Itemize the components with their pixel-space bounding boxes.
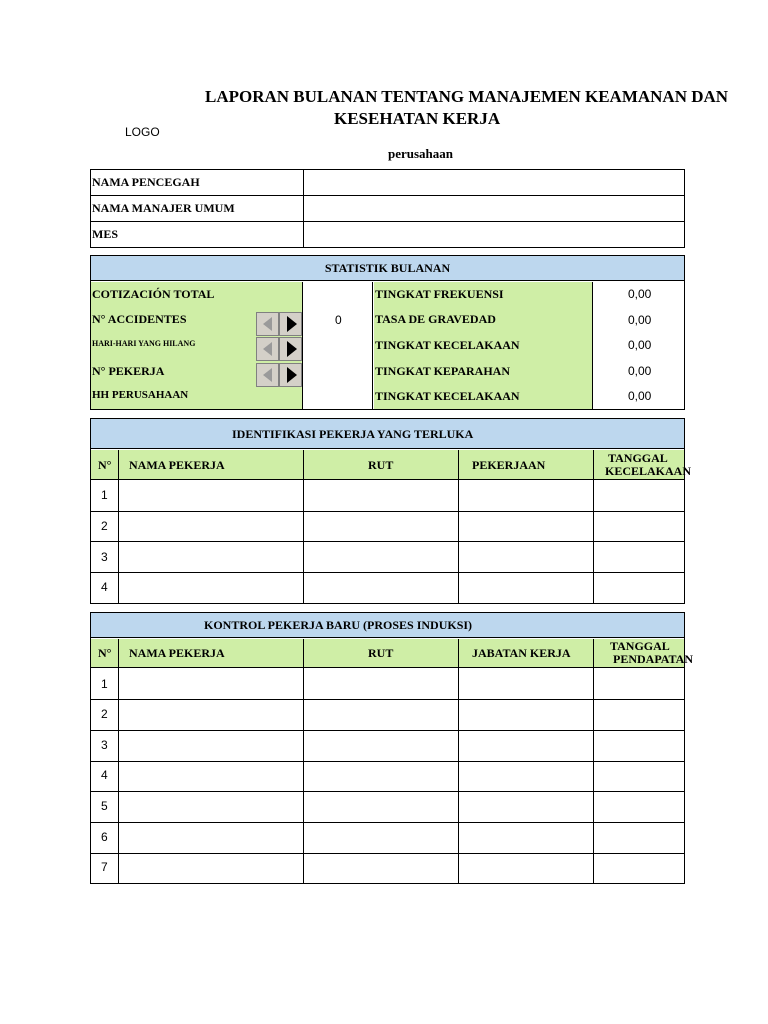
workers-spinner[interactable] [256, 363, 302, 387]
new-workers-col-rut: RUT [368, 646, 394, 660]
stats-value-column [304, 282, 373, 409]
new-workers-row-6-input[interactable] [119, 823, 684, 853]
stat-value-accident-rate-2: 0,00 [628, 389, 652, 403]
injured-row-4-input[interactable] [119, 573, 684, 603]
stat-label-frequency-rate: TINGKAT FREKUENSI [375, 287, 504, 301]
injured-row-3-input[interactable] [119, 542, 684, 572]
new-workers-row-number: 3 [101, 738, 108, 752]
injured-row-number: 1 [101, 488, 108, 502]
new-workers-row-number: 1 [101, 677, 108, 691]
info-label-month: MES [92, 227, 119, 241]
new-workers-row-2-input[interactable] [119, 700, 684, 730]
injured-col-date-line2: KECELAKAAN [605, 464, 692, 478]
decrement-arrow-icon[interactable] [256, 363, 279, 387]
new-workers-col-name: NAMA PEKERJA [129, 646, 225, 660]
stat-label-total-contribution: COTIZACIÓN TOTAL [92, 287, 215, 301]
injured-row-number: 4 [101, 580, 108, 594]
injured-col-rut: RUT [368, 458, 394, 472]
company-label: perusahaan [388, 146, 454, 161]
increment-arrow-icon[interactable] [279, 363, 302, 387]
report-title-line2: KESEHATAN KERJA [334, 109, 501, 128]
injured-row-2-input[interactable] [119, 512, 684, 541]
report-title-line1: LAPORAN BULANAN TENTANG MANAJEMEN KEAMANAN DAN [205, 87, 729, 106]
new-workers-row-number: 4 [101, 768, 108, 782]
injured-col-job: PEKERJAAN [472, 458, 546, 472]
injured-header-row [91, 450, 692, 480]
info-input-general-manager[interactable] [304, 196, 684, 221]
stat-value-accident-rate: 0,00 [628, 338, 652, 352]
new-workers-table [90, 612, 693, 884]
injured-title: IDENTIFIKASI PEKERJA YANG TERLUKA [232, 427, 474, 441]
accidents-value: 0 [335, 313, 342, 327]
stat-label-accident-rate: TINGKAT KECELAKAAN [375, 338, 520, 352]
injured-col-no: N° [98, 458, 112, 472]
accidents-spinner[interactable] [256, 312, 302, 336]
new-workers-row-7-input[interactable] [119, 854, 684, 883]
new-workers-row-number: 6 [101, 830, 108, 844]
info-input-prevencionista[interactable] [304, 170, 684, 195]
info-label-general-manager: NAMA MANAJER UMUM [92, 201, 235, 215]
decrement-arrow-icon[interactable] [256, 337, 279, 361]
info-label-prevencionista: NAMA PENCEGAH [92, 175, 200, 189]
stat-label-accidents: N° ACCIDENTES [92, 312, 187, 326]
injured-workers-table [90, 418, 692, 604]
new-workers-col-no: N° [98, 646, 112, 660]
stat-label-severity-rate: TASA DE GRAVEDAD [375, 312, 496, 326]
stat-label-lost-days: HARI-HARI YANG HILANG [92, 339, 196, 348]
stat-label-company-hours: HH PERUSAHAAN [92, 389, 189, 401]
injured-col-date-line1: TANGGAL [608, 451, 668, 465]
lost-days-spinner[interactable] [256, 337, 302, 361]
new-workers-col-date-line2: PENDAPATAN [613, 652, 693, 666]
stats-section [90, 255, 685, 410]
new-workers-row-4-input[interactable] [119, 762, 684, 791]
new-workers-row-number: 5 [101, 799, 108, 813]
stat-label-accident-rate-2: TINGKAT KECELAKAAN [375, 389, 520, 403]
stats-title [91, 256, 684, 281]
increment-arrow-icon[interactable] [279, 312, 302, 336]
info-table [90, 169, 685, 248]
stat-value-severity-level: 0,00 [628, 364, 652, 378]
info-input-month[interactable] [304, 222, 684, 247]
new-workers-col-date-line1: TANGGAL [610, 639, 670, 653]
new-workers-row-5-input[interactable] [119, 792, 684, 822]
new-workers-row-number: 2 [101, 707, 108, 721]
new-workers-row-1-input[interactable] [119, 669, 684, 699]
injured-row-1-input[interactable] [119, 481, 684, 511]
stat-value-severity-rate: 0,00 [628, 313, 652, 327]
increment-arrow-icon[interactable] [279, 337, 302, 361]
stat-label-workers: N° PEKERJA [92, 364, 165, 378]
new-workers-title: KONTROL PEKERJA BARU (PROSES INDUKSI) [204, 618, 473, 632]
injured-row-number: 2 [101, 519, 108, 533]
logo-placeholder: LOGO [125, 125, 160, 139]
injured-col-name: NAMA PEKERJA [129, 458, 225, 472]
injured-title-bar [91, 419, 684, 449]
new-workers-title-bar [91, 613, 684, 638]
decrement-arrow-icon[interactable] [256, 312, 279, 336]
injured-row-number: 3 [101, 550, 108, 564]
new-workers-row-3-input[interactable] [119, 731, 684, 761]
new-workers-col-job: JABATAN KERJA [472, 646, 571, 660]
new-workers-header-row [91, 639, 693, 668]
stat-label-severity-level: TINGKAT KEPARAHAN [375, 364, 511, 378]
new-workers-row-number: 7 [101, 860, 108, 874]
stats-title-text: STATISTIK BULANAN [324, 260, 451, 275]
stat-value-frequency-rate: 0,00 [628, 287, 652, 301]
